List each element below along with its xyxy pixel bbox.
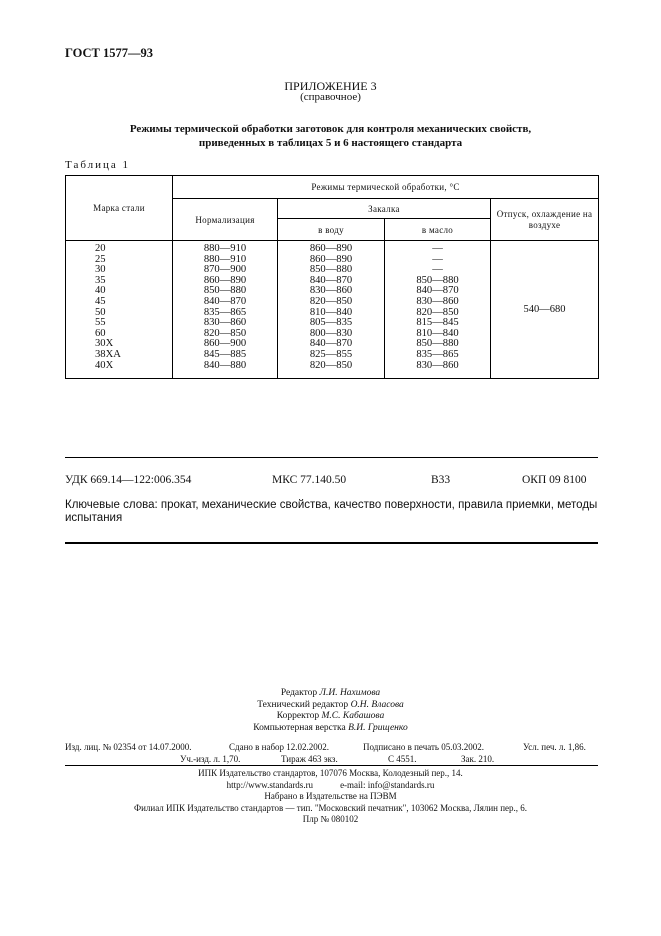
table-row-steel: 40 [95, 285, 106, 297]
quench-header: Закалка [278, 199, 491, 219]
table-row-steel: 38ХА [95, 348, 121, 360]
table-row-norm: 880—910 [203, 253, 247, 265]
footer-block [0, 768, 661, 826]
table-row-water: 820—850 [309, 359, 353, 371]
pub-sheets: Уч.-изд. л. 1,70. [180, 754, 241, 764]
table-row-steel: 60 [95, 327, 106, 339]
standard-header: ГОСТ 1577—93 [65, 46, 154, 60]
editor-role: Редактор [280, 688, 318, 698]
footer-line1: ИПК Издательство стандартов, 107076 Москва, Колодезный пер., 14. [198, 768, 463, 778]
signed-date: Подписано в печать 05.03.2002. [363, 742, 485, 752]
tech-editor-role: Технический редактор [257, 699, 349, 710]
document-title-line1: Режимы термической обработки заготовок для контроля механических свойств, [129, 123, 532, 135]
tempering-value: 540—680 [491, 241, 599, 379]
table-row-norm: 880—910 [203, 243, 247, 254]
corrector-name: М.С. Кабашова [321, 711, 385, 721]
col-water-header: в воду [278, 219, 385, 241]
layout-name: В.И. Грищенко [348, 722, 408, 733]
table-row-water: 830—860 [309, 285, 353, 297]
table-row-oil: — [432, 243, 443, 254]
c-code: С 4551. [388, 754, 417, 764]
table-row-steel: 45 [95, 295, 106, 307]
heat-treatment-table [65, 175, 599, 379]
table-row-norm: 830—860 [203, 317, 247, 329]
table-row-norm: 835—865 [203, 306, 247, 318]
copies: Тираж 463 экз. [281, 754, 338, 764]
appendix-subtitle: (справочное) [300, 91, 361, 103]
table-row-oil: 835—865 [416, 348, 459, 360]
top-rule [65, 457, 598, 458]
credits-block [0, 688, 661, 734]
table-label: Таблица 1 [65, 159, 131, 171]
table-row-water: 800—830 [309, 327, 353, 339]
footer-web-line [0, 780, 661, 792]
email-link[interactable]: e-mail: info@standards.ru [340, 779, 435, 790]
table-row-norm: 820—850 [203, 327, 247, 339]
table-row-water: 810—840 [309, 306, 353, 318]
layout-role: Компьютерная верстка [253, 722, 346, 733]
table-row-steel: 20 [95, 243, 106, 254]
table-row-norm: 860—890 [203, 274, 247, 286]
table-row-steel: 40Х [95, 359, 114, 371]
table-row-steel: 35 [95, 274, 106, 286]
table-row-oil: 850—880 [416, 338, 459, 350]
table-row-oil: — [432, 264, 443, 276]
document-title-line2: приведенных в таблицах 5 и 6 настоящего стандарта [198, 137, 463, 149]
udk-code: УДК 669.14—122:006.354 [65, 474, 192, 486]
table-row-steel: 30 [95, 264, 106, 276]
table-row-norm: 845—885 [203, 348, 247, 360]
table-row-norm: 870—900 [203, 264, 247, 276]
editor-name: Л.И. Нахимова [319, 688, 381, 698]
table-row-norm: 840—870 [203, 295, 247, 307]
table-row-oil: 820—850 [416, 306, 459, 318]
table-row-steel: 55 [95, 317, 106, 329]
col-steel-header: Марка стали [66, 176, 173, 241]
group-code: В33 [431, 474, 451, 486]
bottom-rule [65, 542, 598, 544]
table-row-steel: 30Х [95, 338, 114, 350]
table-row-water: 805—835 [309, 317, 353, 329]
mks-code: МКС 77.140.50 [272, 474, 347, 486]
table-row-oil: 810—840 [416, 327, 459, 339]
keywords: Ключевые слова: прокат, механические свойства, качество поверхности, правила приемки, методы испытания [65, 499, 598, 524]
sent-date: Сдано в набор 12.02.2002. [229, 742, 330, 752]
license-info: Изд. лиц. № 02354 от 14.07.2000. [65, 742, 192, 752]
footer-rule [65, 765, 598, 766]
website-link[interactable]: http://www.standards.ru [226, 779, 314, 790]
table-row-water: 860—890 [309, 253, 353, 265]
table-row-oil: — [432, 253, 443, 265]
footer-line5: Плр № 080102 [302, 814, 359, 824]
oil-quench-column [385, 241, 491, 379]
normalization-column [173, 241, 278, 379]
table-row-water: 840—870 [309, 338, 353, 350]
col-tempering-header: Отпуск, охлаждение на воздухе [491, 199, 599, 241]
footer-line3: Набрано в Издательстве на ПЭВМ [264, 791, 397, 801]
table-row-norm: 860—900 [203, 338, 247, 350]
print-sheets: Усл. печ. л. 1,86. [523, 742, 586, 752]
table-row-water: 850—880 [309, 264, 353, 276]
corrector-role: Корректор [276, 711, 320, 721]
col-oil-header: в масло [385, 219, 491, 241]
water-quench-column [278, 241, 385, 379]
table-row-norm: 850—880 [203, 285, 247, 297]
table-row-oil: 815—845 [416, 317, 459, 329]
table-row-oil: 840—870 [416, 285, 459, 297]
okp-code: ОКП 09 8100 [522, 474, 587, 486]
tech-editor-name: О.Н. Власова [350, 699, 404, 710]
table-row-water: 860—890 [309, 243, 353, 254]
table-row-steel: 50 [95, 306, 106, 318]
table-row-water: 825—855 [309, 348, 353, 360]
table-row-norm: 840—880 [203, 359, 247, 371]
footer-line4: Филиал ИПК Издательство стандартов — тип. "Московский печатник", 103062 Москва, Лялин пер., 6. [133, 802, 528, 813]
group-header: Режимы термической обработки, °С [173, 176, 599, 199]
steel-column [66, 241, 173, 379]
table-row-steel: 25 [95, 253, 106, 265]
table-row-water: 820—850 [309, 295, 353, 307]
table-row-water: 840—870 [309, 274, 353, 286]
appendix-title: ПРИЛОЖЕНИЕ 3 [284, 79, 377, 93]
table-row-oil: 830—860 [416, 359, 459, 371]
col-normalization-header: Нормализация [173, 199, 278, 241]
table-row-oil: 830—860 [416, 295, 459, 307]
order-number: Зак. 210. [461, 754, 495, 764]
table-row-oil: 850—880 [416, 274, 459, 286]
